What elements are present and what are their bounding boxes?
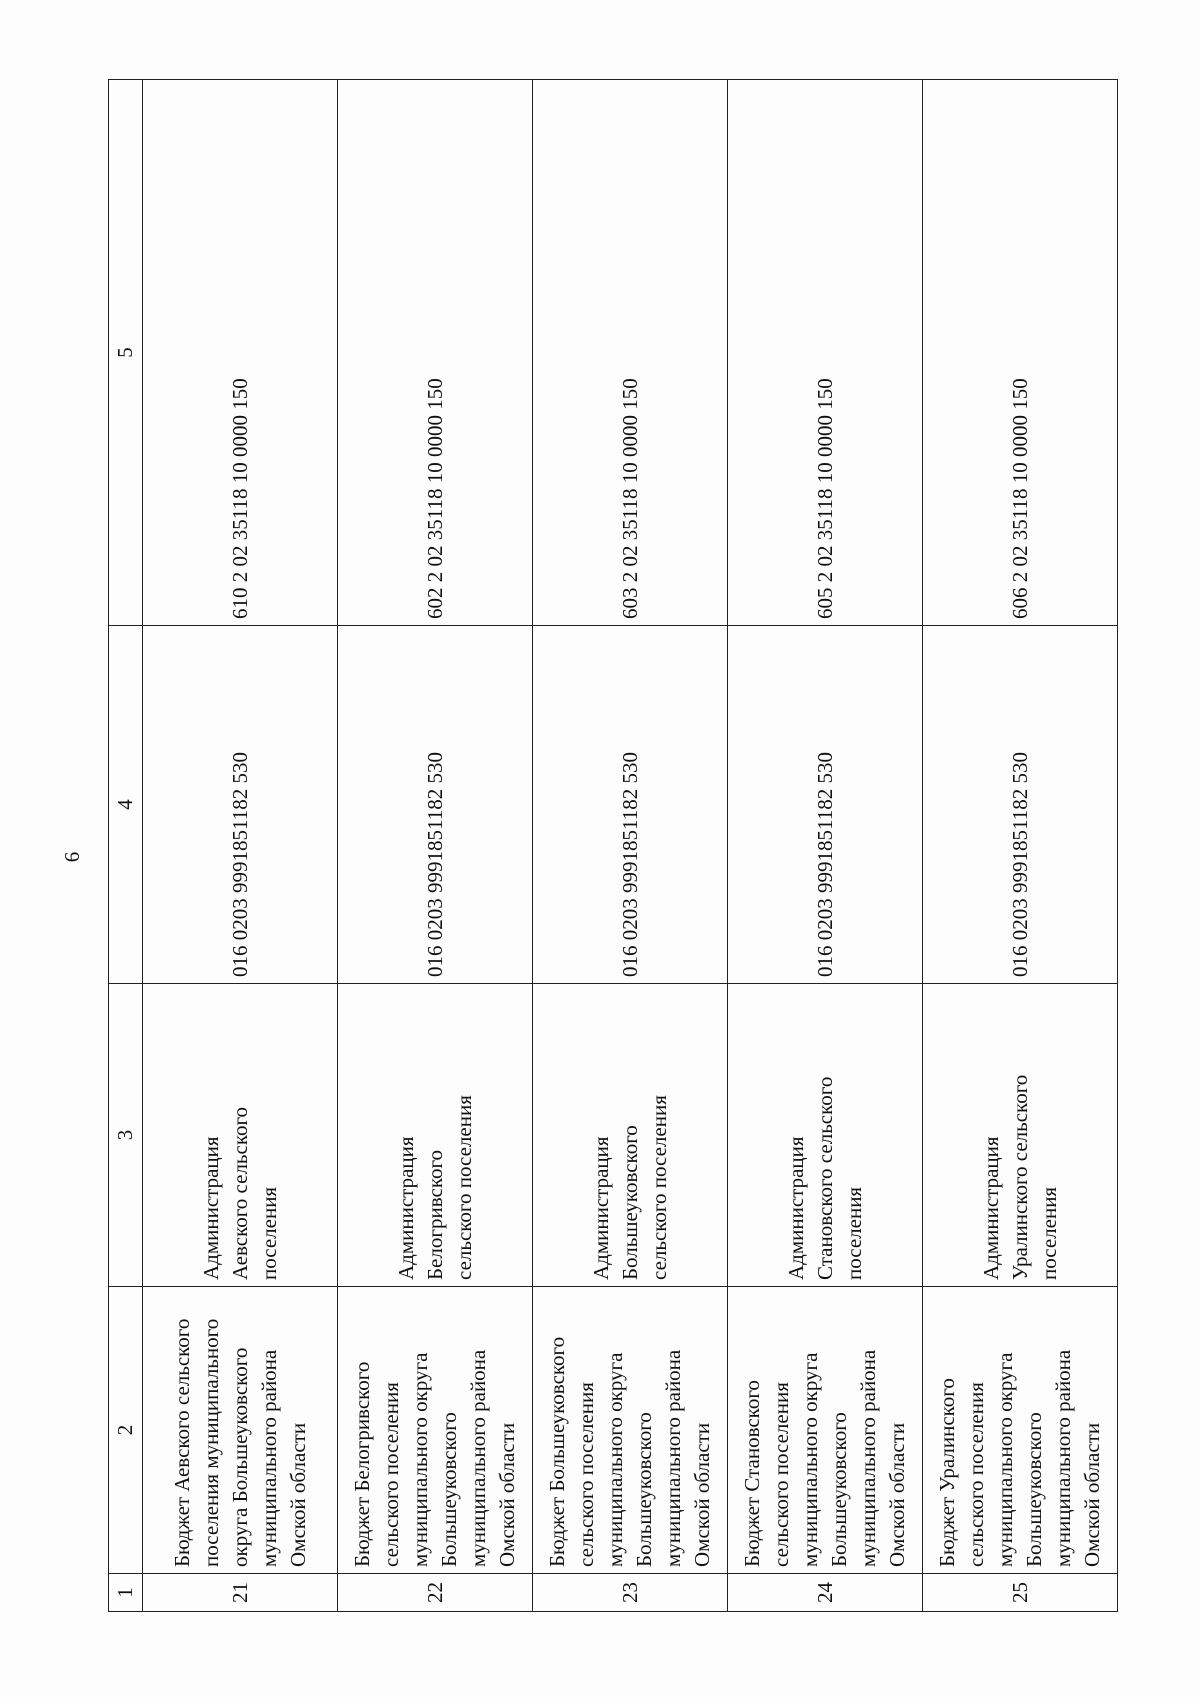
administrator-text: Администрация Белогривского сельского поселения (393, 1095, 476, 1280)
budget-name-cell (533, 1287, 728, 1574)
administrator-text: Администрация Аевского сельского поселения (198, 1106, 281, 1280)
administrator-cell (143, 984, 338, 1287)
expense-code-cell: 016 0203 9991851182 530 (728, 626, 923, 984)
column-header-1: 1 (109, 1574, 143, 1612)
revenue-code-cell: 610 2 02 35118 10 0000 150 (143, 80, 338, 626)
table-header-row (109, 80, 143, 1612)
row-number: 21 (143, 1574, 338, 1612)
row-number: 22 (338, 1574, 533, 1612)
administrator-cell (728, 984, 923, 1287)
revenue-code-cell: 602 2 02 35118 10 0000 150 (338, 80, 533, 626)
column-header-5: 5 (109, 80, 143, 626)
table-row (728, 80, 923, 1612)
table-row (338, 80, 533, 1612)
budget-name-text: Бюджет Становского сельского поселения муниципального округа Большеуковского муниципального района Омской области (740, 1349, 909, 1567)
budget-name-text: Бюджет Аевского сельского поселения муниципального округа Большеуковского муниципального района Омской области (169, 1318, 310, 1567)
row-number: 25 (923, 1574, 1118, 1612)
column-header-3: 3 (109, 984, 143, 1287)
budget-table (108, 79, 1118, 1612)
rotated-table-area (60, 80, 1104, 1612)
expense-code-cell: 016 0203 9991851182 530 (533, 626, 728, 984)
row-number: 24 (728, 1574, 923, 1612)
expense-code-cell: 016 0203 9991851182 530 (923, 626, 1118, 984)
budget-name-text: Бюджет Белогривского сельского поселения муниципального округа Большеуковского муниципального района Омской области (350, 1349, 519, 1567)
table-row (923, 80, 1118, 1612)
budget-name-text: Бюджет Уралинского сельского поселения муниципального округа Большеуковского муниципального района Омской области (935, 1349, 1104, 1567)
administrator-text: Администрация Большеуковского сельского поселения (588, 1095, 671, 1280)
column-header-4: 4 (109, 626, 143, 984)
administrator-text: Администрация Уралинского сельского поселения (978, 1074, 1061, 1280)
page-number: 6 (60, 851, 84, 863)
budget-name-text: Бюджет Большеуковского сельского поселения муниципального округа Большеуковского муниципального района Омской области (545, 1336, 714, 1567)
table-row (533, 80, 728, 1612)
column-header-2: 2 (109, 1287, 143, 1574)
expense-code-cell: 016 0203 9991851182 530 (143, 626, 338, 984)
revenue-code-cell: 605 2 02 35118 10 0000 150 (728, 80, 923, 626)
expense-code-cell: 016 0203 9991851182 530 (338, 626, 533, 984)
budget-name-cell (143, 1287, 338, 1574)
administrator-text: Администрация Становского сельского поселения (783, 1076, 866, 1280)
budget-name-cell (728, 1287, 923, 1574)
revenue-code-cell: 606 2 02 35118 10 0000 150 (923, 80, 1118, 626)
budget-name-cell (923, 1287, 1118, 1574)
table-row (143, 80, 338, 1612)
row-number: 23 (533, 1574, 728, 1612)
administrator-cell (533, 984, 728, 1287)
budget-name-cell (338, 1287, 533, 1574)
administrator-cell (923, 984, 1118, 1287)
revenue-code-cell: 603 2 02 35118 10 0000 150 (533, 80, 728, 626)
administrator-cell (338, 984, 533, 1287)
